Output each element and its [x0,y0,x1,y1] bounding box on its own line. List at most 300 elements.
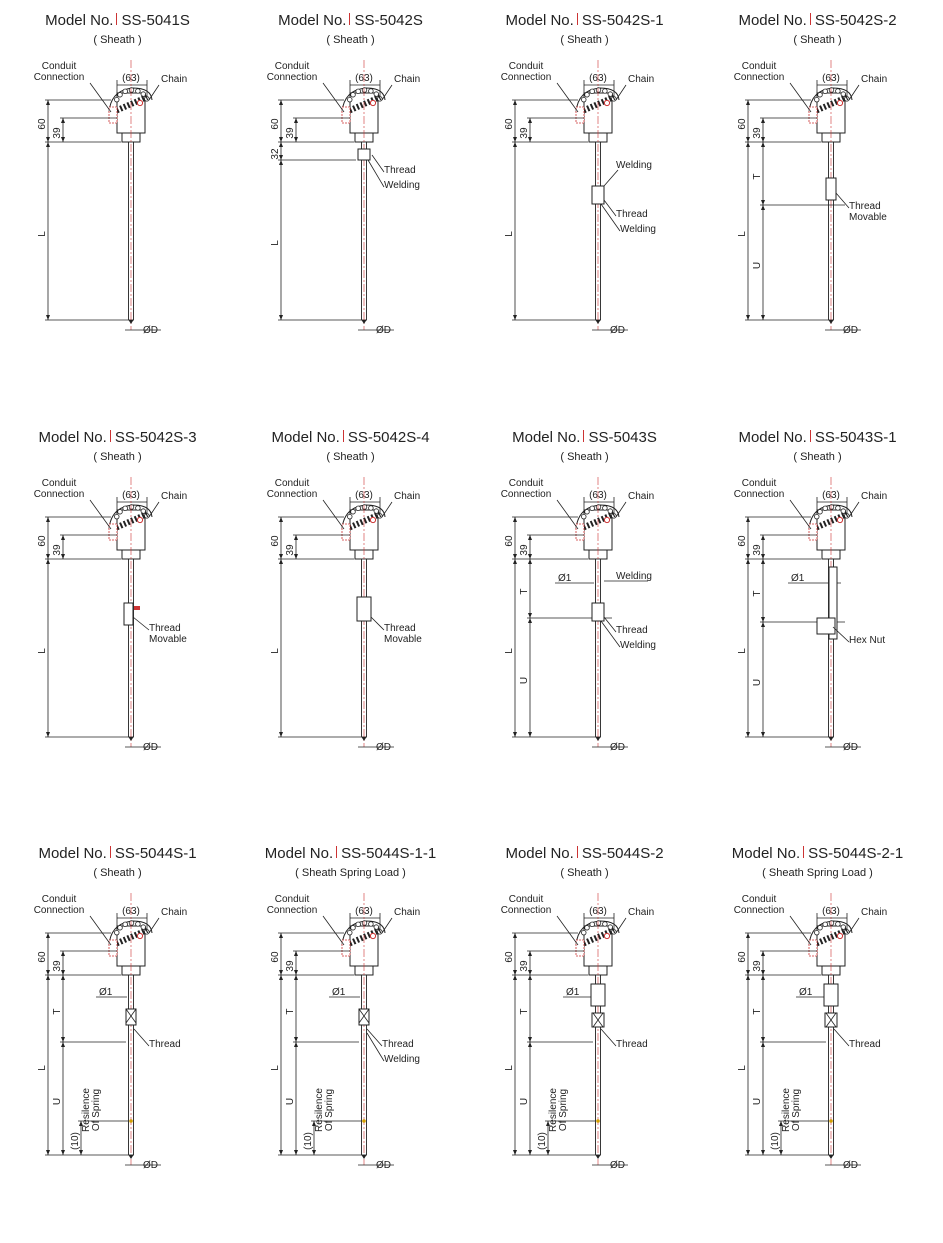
bolt-mark [362,88,367,93]
bolt-mark [841,925,846,930]
dim-60-arrow-top [279,100,283,105]
bolt-mark [141,509,146,514]
diameter-label: ØD [610,742,625,753]
model-prefix: Model No. [505,845,574,862]
bolt-mark [585,92,590,97]
terminal-head [809,505,852,559]
chain-ring [137,100,142,105]
conduit-label-2: Connection [33,72,85,83]
dim-U-arrow-top [528,1042,532,1047]
bolt-mark [356,506,361,511]
bolt-mark [818,509,823,514]
conduit-leader [790,500,811,529]
chain-label: Chain [628,491,655,502]
dim-L-arrow-top [513,559,517,564]
thread-leader [834,1029,849,1046]
model-code: SS-5042S-2 [814,12,897,29]
dim-60-label: 60 [504,951,515,963]
bolt-mark [118,509,123,514]
bolt-mark [603,506,608,511]
dim-U-arrow-bottom [294,1150,298,1155]
conduit-port [109,524,117,540]
conduit-port [342,940,350,956]
dim-U-arrow-top [294,1042,298,1047]
dim-60-arrow-bottom [746,970,750,975]
dim-L-arrow-bottom [513,732,517,737]
thread-leader [604,200,616,216]
chain-label: Chain [628,74,655,85]
conduit-label-1: Conduit [41,894,77,905]
chain-label: Chain [861,74,888,85]
dim-L-arrow-bottom [513,315,517,320]
dim-60-label: 60 [270,951,281,963]
dim-L-arrow-bottom [46,1150,50,1155]
dim-T-label: T [519,588,530,595]
dim-T-arrow-top [761,975,765,980]
bolt-mark [356,922,361,927]
dim-L-arrow-bottom [513,1150,517,1155]
chain-leader [849,918,859,933]
phi1-label: Ø1 [332,987,346,998]
bolt-mark [829,505,834,510]
phi1-label: Ø1 [799,987,813,998]
dim-L-arrow-top [746,142,750,147]
hexnut-label: Hex Nut [849,635,886,646]
diameter-label: ØD [376,1160,391,1171]
model-card [0,833,235,1243]
conduit-leader [323,500,344,529]
model-prefix: Model No. [505,12,574,29]
bolt-mark [136,506,141,511]
dim-60-arrow-bottom [46,970,50,975]
dim-T-label: T [52,1008,63,1015]
model-card [700,417,935,827]
conduit-port [809,107,817,123]
chain-ring [837,933,842,938]
set-screw [134,606,140,610]
conduit-port [576,524,584,540]
model-card [0,417,235,827]
bolt-mark [351,925,356,930]
thread-leader [371,617,384,630]
dim-L-arrow-bottom [46,315,50,320]
welding-label: Welding [620,224,656,235]
model-card [467,0,702,410]
dim-60-label: 60 [37,118,48,130]
conduit-label-1: Conduit [508,478,544,489]
chain-label: Chain [628,907,655,918]
bolt-mark [814,514,819,519]
bolt-mark [608,509,613,514]
bolt-mark [818,92,823,97]
spring-housing [824,984,838,1006]
welding-label: Welding [384,180,420,191]
conduit-leader [790,916,811,945]
sensor-drawing [700,833,935,1243]
resilience-label-2: Of Spring [791,1088,802,1132]
conduit-leader [90,83,111,112]
terminal-head [576,505,619,559]
resilience-label-1: Resilence [314,1088,325,1132]
bolt-mark [118,92,123,97]
chain-label: Chain [394,74,421,85]
thread-label: Thread [616,1039,648,1050]
model-code: SS-5044S-1-1 [341,845,437,862]
bolt-mark [356,89,361,94]
dim-T-label: T [752,1008,763,1015]
terminal-head [576,88,619,142]
dim-L-arrow-bottom [746,1150,750,1155]
chain-leader [382,502,392,517]
model-prefix: Model No. [512,429,581,446]
model-card [700,0,935,410]
width-dim-label: (63) [589,73,607,84]
dim-U-arrow-top [528,618,532,623]
dim-60-label: 60 [270,535,281,547]
sheath-tip [129,1155,134,1159]
dim-39-arrow-top [294,951,298,956]
bolt-mark [374,509,379,514]
bolt-mark [814,97,819,102]
dim-60-arrow-bottom [279,554,283,559]
width-dim-label: (63) [589,490,607,501]
conduit-label-1: Conduit [508,61,544,72]
conduit-label-2: Connection [733,72,785,83]
sheath-tip [129,320,134,324]
chain-label: Chain [394,491,421,502]
chain-label: Chain [161,907,188,918]
dim-L-label: L [270,1065,281,1071]
dim-10-label: (10) [70,1132,81,1150]
dim-60-arrow-top [746,933,750,938]
width-dim-label: (63) [822,906,840,917]
terminal-head [809,88,852,142]
conduit-label-1: Conduit [508,894,544,905]
bolt-mark [136,89,141,94]
dim-L-label: L [37,648,48,654]
conduit-port [809,524,817,540]
width-dim-label: (63) [122,73,140,84]
dim-U-arrow-top [761,205,765,210]
dim-60-arrow-top [279,933,283,938]
movable-label: Movable [384,634,422,645]
bolt-mark [585,925,590,930]
movable-fitting [357,597,371,621]
dim-32-arrow-top [279,142,283,147]
dim-10-label: (10) [770,1132,781,1150]
conduit-label-2: Connection [266,72,318,83]
dim-60-arrow-bottom [279,970,283,975]
welding-leader [604,170,618,186]
dim-T-arrow-top [761,559,765,564]
bolt-mark [118,925,123,930]
conduit-leader [790,83,811,112]
conduit-label-1: Conduit [274,61,310,72]
sensor-drawing [233,833,468,1243]
sensor-drawing [233,0,468,410]
chain-leader [382,918,392,933]
diameter-label: ØD [143,1160,158,1171]
model-code: SS-5042S-4 [347,429,430,446]
dim-U-label: U [752,261,763,270]
dim-U-label: U [52,1097,63,1106]
width-dim-label: (63) [355,73,373,84]
model-subtitle: ( Sheath ) [93,451,142,463]
dim-60-label: 60 [37,951,48,963]
sensor-drawing [0,833,235,1243]
conduit-label-2: Connection [266,489,318,500]
resilience-label-2: Of Spring [558,1088,569,1132]
dim-U-arrow-top [61,1042,65,1047]
thread-leader [601,1029,616,1046]
dim-L-arrow-top [279,975,283,980]
chain-leader [149,85,159,100]
terminal-head [342,921,385,975]
model-subtitle: ( Sheath Spring Load ) [295,867,406,879]
conduit-label-1: Conduit [741,894,777,905]
conduit-label-2: Connection [500,489,552,500]
bolt-mark [369,89,374,94]
bolt-mark [590,922,595,927]
sheath-tip [362,1155,367,1159]
width-dim-label: (63) [589,906,607,917]
dim-L-label: L [270,648,281,654]
width-dim-label: (63) [355,490,373,501]
bolt-mark [123,506,128,511]
model-card [700,833,935,1243]
dim-60-arrow-top [513,933,517,938]
bolt-mark [836,922,841,927]
dim-T-label: T [519,1008,530,1015]
conduit-label-2: Connection [33,489,85,500]
chain-label: Chain [861,491,888,502]
dim-L-label: L [37,1065,48,1071]
dim-60-label: 60 [37,535,48,547]
thread-label: Thread [384,165,416,176]
conduit-port [342,107,350,123]
thread-leader [604,617,616,632]
dim-U-arrow-bottom [61,1150,65,1155]
conduit-label-1: Conduit [741,478,777,489]
sensor-drawing [467,417,702,827]
resilience-label-2: Of Spring [324,1088,335,1132]
sensor-drawing [700,417,935,827]
dim-L-label: L [37,231,48,237]
conduit-port [576,107,584,123]
dim-U-arrow-top [761,1042,765,1047]
welding-leader [368,160,384,187]
dim-39-label: 39 [519,127,530,139]
thread-label: Thread [149,623,181,634]
bolt-mark [841,509,846,514]
dim-U-arrow-bottom [761,1150,765,1155]
diameter-label: ØD [376,325,391,336]
bolt-mark [123,89,128,94]
dim-39-label: 39 [752,544,763,556]
dim-39-arrow-top [528,118,532,123]
terminal-head [342,88,385,142]
conduit-label-1: Conduit [274,478,310,489]
chain-leader [849,85,859,100]
dim-60-arrow-top [513,517,517,522]
bolt-mark [347,514,352,519]
chain-leader [149,502,159,517]
bolt-mark [114,97,119,102]
bolt-mark [841,92,846,97]
conduit-label-2: Connection [500,72,552,83]
spring-mark [596,1119,600,1123]
dim-60-arrow-top [46,933,50,938]
model-prefix: Model No. [738,429,807,446]
bolt-mark [596,88,601,93]
dim-T-arrow-bottom [294,1037,298,1042]
dim-L-label: L [270,240,281,246]
bolt-mark [608,92,613,97]
model-subtitle: ( Sheath ) [793,34,842,46]
dim-L-arrow-top [746,975,750,980]
bolt-mark [123,922,128,927]
dim-39-arrow-top [61,118,65,123]
dim-60-label: 60 [504,535,515,547]
chain-label: Chain [861,907,888,918]
welding-label: Welding [620,640,656,651]
sheath-tip [362,320,367,324]
model-subtitle: ( Sheath ) [793,451,842,463]
dim-39-label: 39 [752,960,763,972]
thread-leader [836,193,849,208]
model-subtitle: ( Sheath ) [560,451,609,463]
bolt-mark [351,509,356,514]
chain-ring [604,933,609,938]
thread-label: Thread [616,625,648,636]
sheath-tip [829,320,834,324]
movable-label: Movable [849,212,887,223]
conduit-leader [323,83,344,112]
model-code: SS-5044S-2 [581,845,664,862]
dim-60-label: 60 [737,535,748,547]
dim-U-arrow-bottom [528,1150,532,1155]
dim-60-arrow-top [46,100,50,105]
conduit-leader [557,916,578,945]
sensor-drawing [0,417,235,827]
resilience-label-1: Resilence [81,1088,92,1132]
model-code: SS-5044S-1 [114,845,197,862]
dim-L-arrow-bottom [746,315,750,320]
chain-leader [616,85,626,100]
diameter-label: ØD [610,325,625,336]
bolt-mark [608,925,613,930]
model-card [467,417,702,827]
bolt-mark [596,505,601,510]
dim-60-arrow-top [746,100,750,105]
dim-60-arrow-bottom [746,137,750,142]
conduit-leader [323,916,344,945]
dim-L-label: L [504,1065,515,1071]
terminal-head [342,505,385,559]
terminal-head [576,921,619,975]
conduit-label-2: Connection [500,905,552,916]
dim-39-label: 39 [752,127,763,139]
dim-T-arrow-top [528,559,532,564]
diameter-label: ØD [143,742,158,753]
dim-10-label: (10) [303,1132,314,1150]
chain-label: Chain [394,907,421,918]
conduit-leader [90,500,111,529]
phi1-label: Ø1 [566,987,580,998]
sensor-drawing [233,417,468,827]
model-code: SS-5042S-1 [581,12,664,29]
model-prefix: Model No. [738,12,807,29]
dim-L-arrow-top [746,559,750,564]
dim-L-arrow-top [46,142,50,147]
model-subtitle: ( Sheath ) [326,451,375,463]
dim-L-label: L [737,231,748,237]
dim-L-label: L [504,648,515,654]
sheath-tip [596,1155,601,1159]
welding-label-top: Welding [616,571,652,582]
dim-U-label: U [752,678,763,687]
model-prefix: Model No. [278,12,347,29]
dim-L-arrow-bottom [279,1150,283,1155]
chain-leader [382,85,392,100]
bolt-mark [369,922,374,927]
dim-60-arrow-top [46,517,50,522]
chain-ring [837,100,842,105]
dim-T-arrow-bottom [528,613,532,618]
dim-T-arrow-top [528,975,532,980]
model-prefix: Model No. [264,845,334,862]
sheath-tip [829,737,834,741]
bolt-mark [823,922,828,927]
sheath-tip [596,320,601,324]
diameter-label: ØD [843,742,858,753]
bolt-mark [836,506,841,511]
bolt-mark [836,89,841,94]
dim-39-arrow-top [528,951,532,956]
bolt-mark [369,506,374,511]
conduit-label-2: Connection [33,905,85,916]
conduit-label-2: Connection [733,489,785,500]
bolt-mark [823,506,828,511]
dim-39-arrow-top [528,535,532,540]
dim-T-label: T [285,1008,296,1015]
terminal-head [809,921,852,975]
dim-60-arrow-bottom [46,554,50,559]
thread-label: Thread [149,1039,181,1050]
dim-60-label: 60 [737,118,748,130]
thread-leader [134,1029,149,1046]
chain-leader [616,502,626,517]
model-code: SS-5042S-3 [114,429,197,446]
dim-L-arrow-top [513,142,517,147]
thread-leader [367,1029,382,1046]
dim-39-arrow-top [761,951,765,956]
dim-39-label: 39 [519,544,530,556]
dim-L-arrow-bottom [46,732,50,737]
sensor-drawing [700,0,935,410]
chain-ring [370,933,375,938]
terminal-head [109,505,152,559]
dim-U-arrow-bottom [761,732,765,737]
spring-mark [829,1119,833,1123]
dim-T-arrow-top [761,142,765,147]
dim-T-label: T [752,173,763,180]
dim-L-arrow-top [46,975,50,980]
dim-L-arrow-top [513,975,517,980]
sheath-tip [829,1155,834,1159]
conduit-label-1: Conduit [274,894,310,905]
dim-U-label: U [519,676,530,685]
